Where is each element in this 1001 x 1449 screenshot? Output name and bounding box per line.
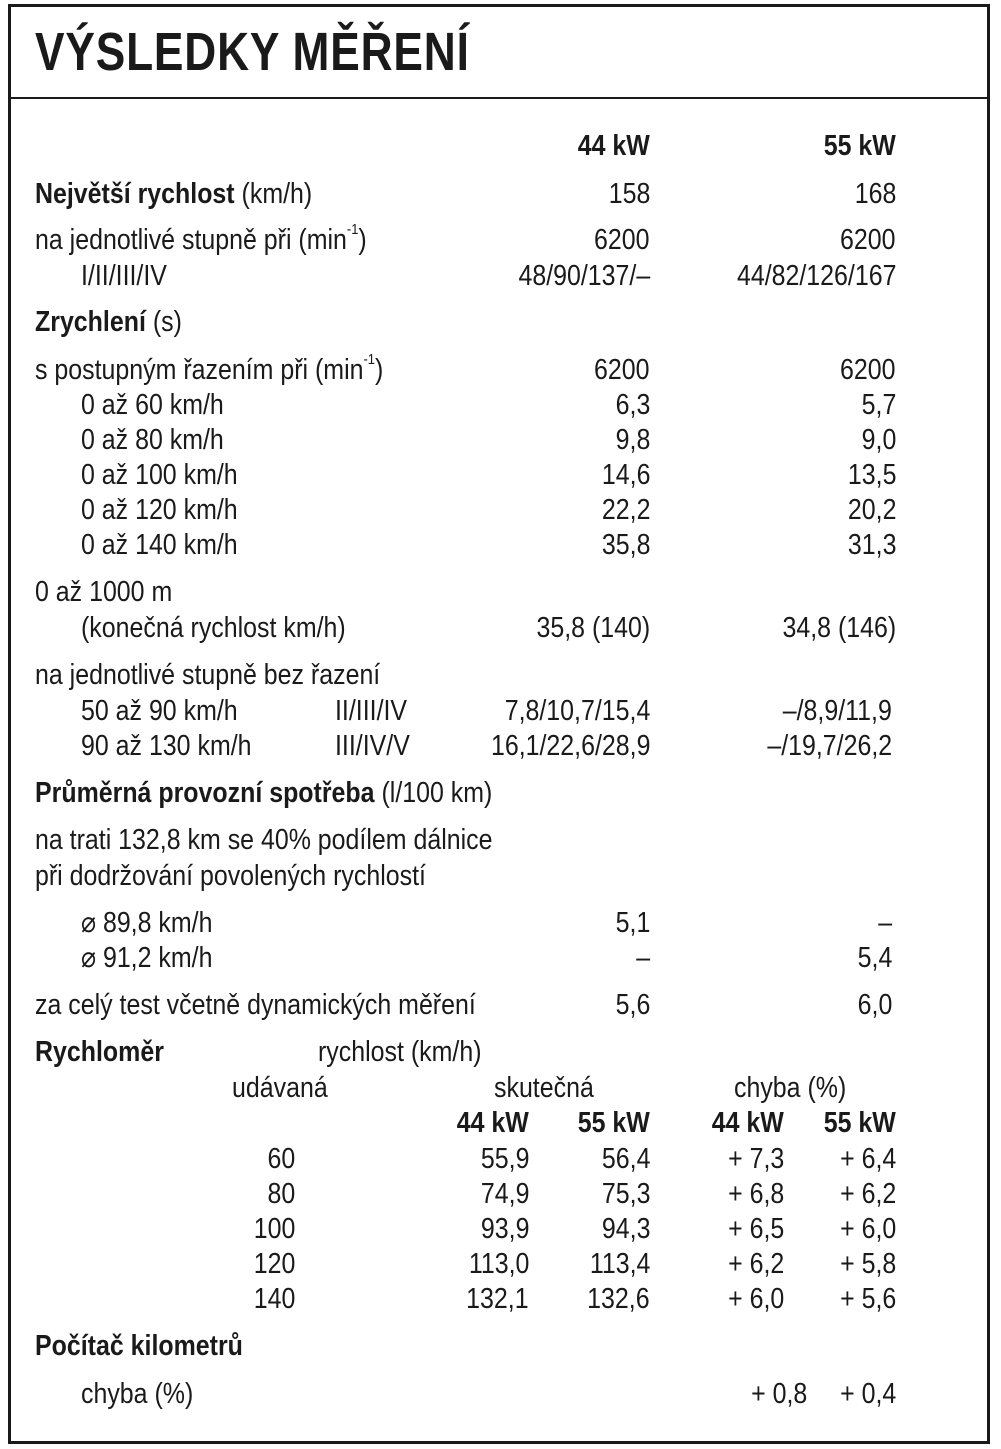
accel-row-label: 0 až 120 km/h [81, 494, 238, 526]
speedo-error-55: + 6,0 [839, 1213, 896, 1245]
speedo-error-44: + 7,3 [727, 1143, 784, 1175]
sub-actual-44: 44 kW [456, 1107, 529, 1139]
gears-rpm-text: na jednotlivé stupně při (min [35, 224, 347, 256]
col-header-44kw: 44 kW [577, 130, 650, 162]
speedo-actual-44: 93,9 [480, 1213, 529, 1245]
max-speed-heading [35, 177, 312, 211]
shift-rpm-close: ) [374, 354, 384, 386]
accel-row-label: 0 až 60 km/h [81, 389, 224, 421]
consumption-row-44: 5,1 [615, 907, 650, 939]
consumption-row-55: 5,4 [857, 942, 892, 974]
gears-speeds-55: 44/82/126/167 [736, 260, 896, 292]
col-actual: skutečná [494, 1072, 594, 1104]
speedo-error-55: + 5,8 [839, 1248, 896, 1280]
accel-row-55: 20,2 [847, 494, 896, 526]
consumption-row-label: ⌀ 91,2 km/h [81, 942, 213, 974]
consumption-total-55: 6,0 [857, 989, 892, 1021]
odometer-error-label: chyba (%) [81, 1378, 194, 1410]
consumption-desc-2: při dodržování povolených rychlostí [35, 860, 426, 892]
max-speed-unit: (km/h) [241, 178, 313, 210]
speedo-actual-44: 132,1 [466, 1283, 529, 1315]
gears-rpm-44: 6200 [594, 224, 650, 256]
max-speed-44: 158 [608, 178, 650, 210]
odometer-error-55: + 0,4 [839, 1378, 896, 1410]
consumption-label: Průměrná provozní spotřeba [35, 777, 375, 809]
shift-rpm-44: 6200 [594, 354, 650, 386]
col-indicated: udávaná [232, 1072, 328, 1104]
consumption-desc-1: na trati 132,8 km se 40% podílem dálnice [35, 824, 493, 856]
speedo-indicated: 140 [253, 1283, 295, 1315]
speedo-actual-44: 113,0 [468, 1248, 529, 1280]
speedo-error-55: + 5,6 [839, 1283, 896, 1315]
title-bar [11, 7, 987, 99]
accel-row-55: 31,3 [847, 529, 896, 561]
elastic-row-44: 16,1/22,6/28,9 [490, 730, 650, 762]
col-error: chyba (%) [734, 1072, 847, 1104]
consumption-row-label: ⌀ 89,8 km/h [81, 907, 213, 939]
speedo-indicated: 80 [267, 1178, 295, 1210]
shift-rpm-label [35, 353, 383, 387]
accel-row-44: 35,8 [601, 529, 650, 561]
odometer-error-44: + 0,8 [750, 1378, 807, 1410]
speed-header: rychlost (km/h) [318, 1036, 482, 1068]
elastic-row-55: –/8,9/11,9 [782, 695, 892, 727]
page-title: VÝSLEDKY MĚŘENÍ [35, 22, 470, 82]
gears-rpm-55: 6200 [840, 224, 896, 256]
accel-row-label: 0 až 100 km/h [81, 459, 238, 491]
km-44: 35,8 (140) [536, 612, 650, 644]
accel-row-44: 6,3 [615, 389, 650, 421]
shift-rpm-text: s postupným řazením při (min [35, 354, 364, 386]
speedo-actual-55: 56,4 [601, 1143, 650, 1175]
elastic-row-gears: II/III/IV [335, 695, 408, 727]
consumption-total-label: za celý test včetně dynamických měření [35, 989, 476, 1021]
speedo-actual-55: 132,6 [587, 1283, 650, 1315]
speedo-error-44: + 6,5 [727, 1213, 784, 1245]
results-card [8, 4, 990, 1444]
shift-rpm-55: 6200 [840, 354, 896, 386]
accel-row-55: 9,0 [861, 424, 896, 456]
consumption-row-44: – [636, 942, 650, 974]
accel-row-44: 22,2 [601, 494, 650, 526]
speedo-indicated: 100 [253, 1213, 295, 1245]
elastic-row-55: –/19,7/26,2 [767, 730, 892, 762]
speedo-error-44: + 6,0 [727, 1283, 784, 1315]
speedo-error-44: + 6,2 [727, 1248, 784, 1280]
gears-names: I/II/III/IV [81, 260, 167, 292]
speedo-indicated: 120 [253, 1248, 295, 1280]
elastic-row-label: 50 až 90 km/h [81, 695, 238, 727]
accel-row-label: 0 až 80 km/h [81, 424, 224, 456]
speedometer-label: Rychloměr [35, 1036, 164, 1068]
speedo-indicated: 60 [267, 1143, 295, 1175]
max-speed-label: Největší rychlost [35, 178, 235, 210]
acceleration-unit: (s) [152, 306, 182, 338]
km-label: 0 až 1000 m [35, 576, 173, 608]
accel-row-label: 0 až 140 km/h [81, 529, 238, 561]
speedo-error-55: + 6,4 [839, 1143, 896, 1175]
gears-rpm-close: ) [358, 224, 367, 256]
accel-row-44: 9,8 [615, 424, 650, 456]
shift-rpm-sup: -1 [363, 351, 375, 369]
elastic-row-label: 90 až 130 km/h [81, 730, 252, 762]
max-speed-55: 168 [854, 178, 896, 210]
gears-speeds-44: 48/90/137/– [518, 260, 650, 292]
accel-row-44: 14,6 [601, 459, 650, 491]
speedo-actual-55: 94,3 [601, 1213, 650, 1245]
col-header-55kw: 55 kW [823, 130, 896, 162]
sub-actual-55: 55 kW [577, 1107, 650, 1139]
odometer-label: Počítač kilometrů [35, 1330, 243, 1362]
sub-error-44: 44 kW [711, 1107, 784, 1139]
speedo-actual-55: 75,3 [601, 1178, 650, 1210]
speedo-actual-55: 113,4 [589, 1248, 650, 1280]
elastic-row-44: 7,8/10,7/15,4 [504, 695, 650, 727]
sub-error-55: 55 kW [823, 1107, 896, 1139]
elastic-row-gears: III/IV/V [335, 730, 410, 762]
acceleration-label: Zrychlení [35, 306, 146, 338]
elastic-label: na jednotlivé stupně bez řazení [35, 659, 381, 691]
accel-row-55: 13,5 [847, 459, 896, 491]
acceleration-heading [35, 305, 182, 339]
speedo-actual-44: 55,9 [480, 1143, 529, 1175]
speedo-actual-44: 74,9 [480, 1178, 529, 1210]
gears-rpm-label [35, 223, 367, 257]
speedo-error-55: + 6,2 [839, 1178, 896, 1210]
km-55: 34,8 (146) [782, 612, 896, 644]
consumption-unit: (l/100 km) [381, 777, 493, 809]
consumption-heading [35, 776, 492, 810]
km-sub-label: (konečná rychlost km/h) [81, 612, 346, 644]
consumption-row-55: – [878, 907, 892, 939]
accel-row-55: 5,7 [861, 389, 896, 421]
gears-rpm-sup: -1 [346, 221, 359, 239]
consumption-total-44: 5,6 [615, 989, 650, 1021]
speedo-error-44: + 6,8 [727, 1178, 784, 1210]
